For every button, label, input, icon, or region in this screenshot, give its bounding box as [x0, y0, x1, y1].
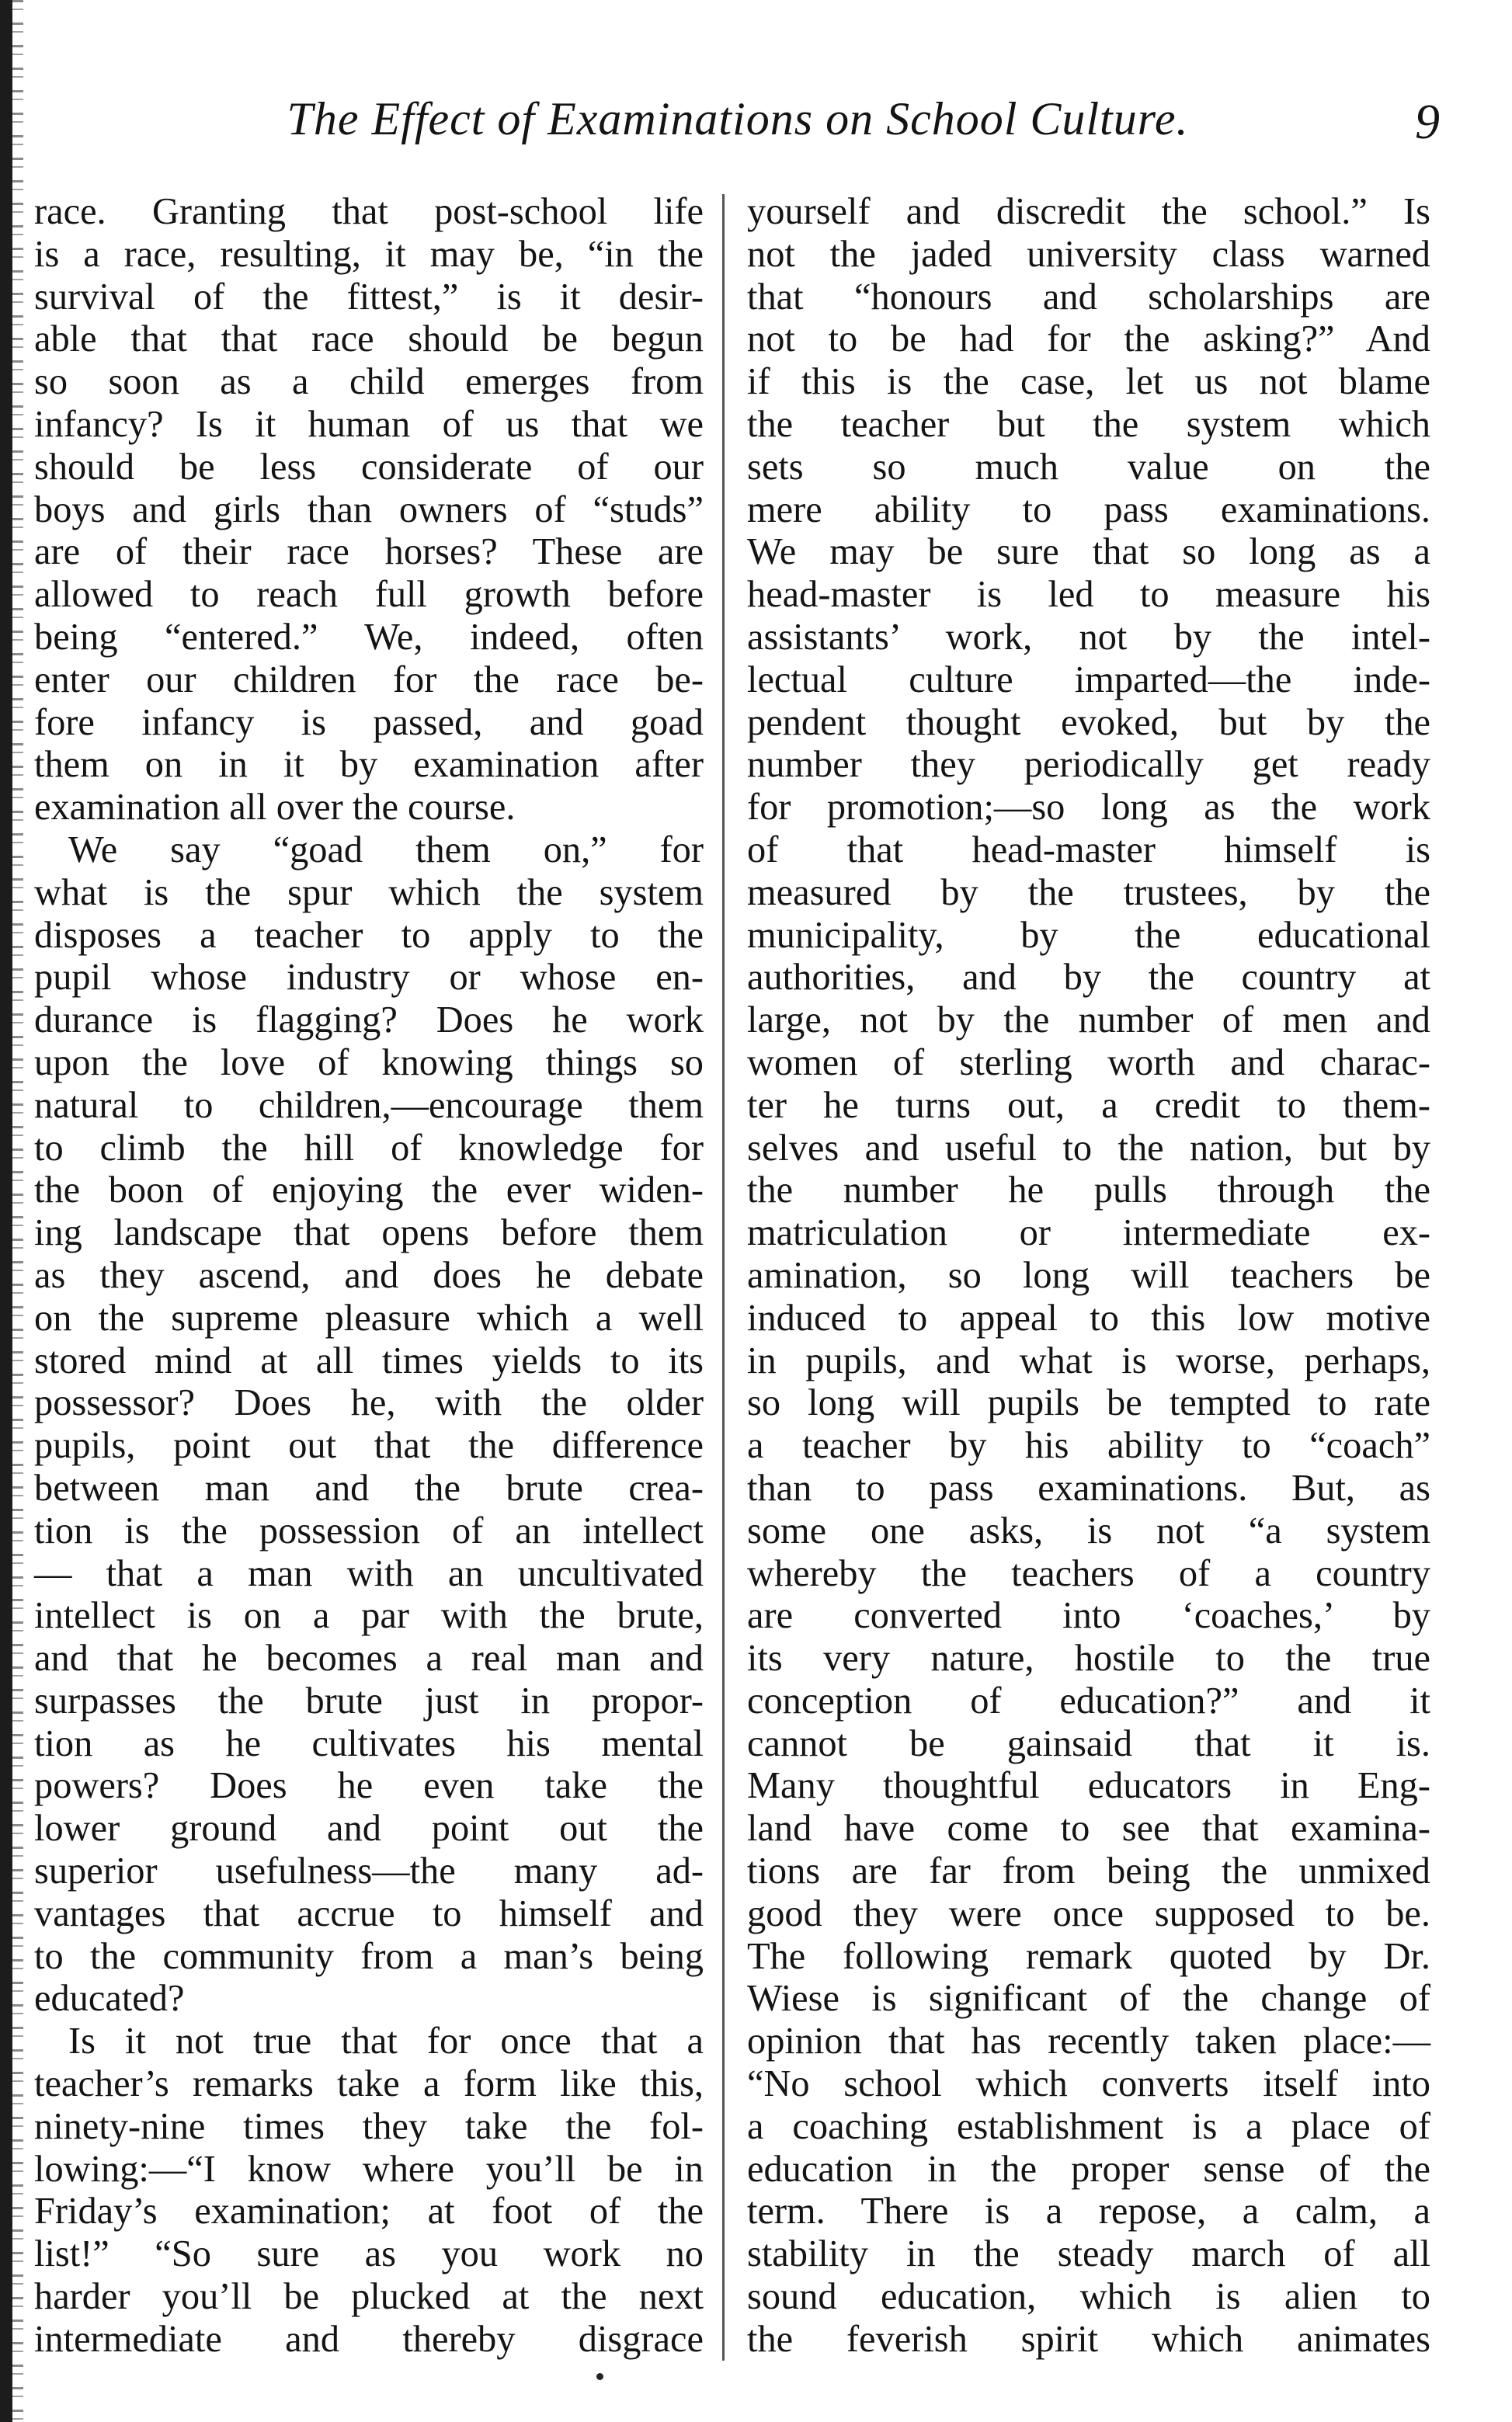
text-line: ter he turns out, a credit to them-: [747, 1084, 1430, 1126]
text-line: race. Granting that post-school life: [34, 191, 704, 232]
text-line: allowed to reach full growth before: [34, 574, 704, 616]
text-line: examination all over the course.: [34, 787, 516, 829]
text-line: tion as he cultivates his mental: [34, 1722, 704, 1764]
text-line: so soon as a child emerges from: [34, 361, 704, 403]
text-line: is a race, resulting, it may be, “in the: [34, 233, 704, 275]
text-line: stability in the steady march of all: [747, 2233, 1430, 2275]
text-line: that “honours and scholarships are: [747, 276, 1430, 318]
text-line: Many thoughtful educators in Eng-: [747, 1765, 1430, 1807]
text-line: number they periodically get ready: [747, 744, 1430, 786]
text-line: fore infancy is passed, and goad: [34, 701, 704, 743]
text-line: sets so much value on the: [747, 446, 1430, 488]
text-line: some one asks, is not “a system: [747, 1510, 1430, 1552]
text-line: boys and girls than owners of “studs”: [34, 488, 704, 530]
text-line: head-master is led to measure his: [747, 574, 1430, 616]
text-line: teacher’s remarks take a form like this,: [34, 2063, 704, 2105]
text-line: survival of the fittest,” is it desir-: [34, 276, 704, 318]
binding-edge: [0, 0, 12, 2422]
text-line: should be less considerate of our: [34, 446, 704, 488]
text-line: pendent thought evoked, but by the: [747, 701, 1430, 743]
text-line: stored mind at all times yields to its: [34, 1340, 704, 1381]
text-line: the number he pulls through the: [747, 1169, 1430, 1211]
text-line: harder you’ll be plucked at the next: [34, 2276, 704, 2318]
text-line: not to be had for the asking?” And: [747, 318, 1430, 360]
text-line: between man and the brute crea-: [34, 1467, 704, 1509]
text-line: powers? Does he even take the: [34, 1765, 704, 1807]
text-line: infancy? Is it human of us that we: [34, 403, 704, 445]
column-divider: [722, 194, 725, 2361]
text-line: educated?: [34, 1978, 185, 2020]
text-line: amination, so long will teachers be: [747, 1254, 1430, 1296]
text-line: opinion that has recently taken place:—: [747, 2021, 1430, 2062]
text-line: matriculation or intermediate ex-: [747, 1212, 1430, 1254]
text-line: selves and useful to the nation, but by: [747, 1127, 1430, 1169]
binding-edge-shadow: [12, 0, 23, 2422]
text-line: good they were once supposed to be.: [747, 1892, 1430, 1934]
text-line: measured by the trustees, by the: [747, 871, 1430, 913]
text-line: assistants’ work, not by the intel-: [747, 616, 1430, 658]
text-line: to the community from a man’s being: [34, 1935, 704, 1977]
printer-mark: [596, 2373, 603, 2380]
text-line: the teacher but the system which: [747, 403, 1430, 445]
text-line: lowing:—“I know where you’ll be in: [34, 2148, 704, 2190]
text-line: superior usefulness—the many ad-: [34, 1850, 704, 1892]
text-line: tions are far from being the unmixed: [747, 1850, 1430, 1892]
text-line: if this is the case, let us not blame: [747, 361, 1430, 403]
text-line: are of their race horses? These are: [34, 531, 704, 573]
text-line: the boon of enjoying the ever widen-: [34, 1169, 704, 1211]
text-line: sound education, which is alien to: [747, 2276, 1430, 2318]
text-line: upon the love of knowing things so: [34, 1041, 704, 1083]
text-line: as they ascend, and does he debate: [34, 1254, 704, 1296]
text-line: yourself and discredit the school.” Is: [747, 191, 1430, 232]
text-line: in pupils, and what is worse, perhaps,: [747, 1340, 1430, 1381]
text-line: the feverish spirit which animates: [747, 2318, 1430, 2360]
right-column: [747, 191, 1430, 2361]
text-line: municipality, by the educational: [747, 914, 1430, 956]
text-line: to climb the hill of knowledge for: [34, 1127, 704, 1169]
text-line: land have come to see that examina-: [747, 1808, 1430, 1850]
text-line: intermediate and thereby disgrace: [34, 2318, 704, 2360]
text-line: disposes a teacher to apply to the: [34, 914, 704, 956]
text-line: intellect is on a par with the brute,: [34, 1595, 704, 1637]
text-line: lower ground and point out the: [34, 1808, 704, 1850]
text-line: authorities, and by the country at: [747, 957, 1430, 999]
text-line: ninety-nine times they take the fol-: [34, 2105, 704, 2147]
text-line: — that a man with an uncultivated: [34, 1552, 704, 1594]
text-line: conception of education?” and it: [747, 1680, 1430, 1722]
text-line: able that that race should be begun: [34, 318, 704, 360]
text-line: induced to appeal to this low motive: [747, 1297, 1430, 1339]
text-line: surpasses the brute just in propor-: [34, 1680, 704, 1722]
text-line: whereby the teachers of a country: [747, 1552, 1430, 1594]
left-column: [34, 191, 704, 2361]
text-line: being “entered.” We, indeed, often: [34, 616, 704, 658]
text-line: Is it not true that for once that a: [68, 2021, 704, 2062]
text-line: education in the proper sense of the: [747, 2148, 1430, 2190]
text-line: than to pass examinations. But, as: [747, 1467, 1430, 1509]
page-number: 9: [1415, 94, 1440, 149]
text-line: so long will pupils be tempted to rate: [747, 1382, 1430, 1424]
text-line: for promotion;—so long as the work: [747, 787, 1430, 829]
text-line: We say “goad them on,” for: [68, 829, 704, 870]
text-line: “No school which converts itself into: [747, 2063, 1430, 2105]
text-line: and that he becomes a real man and: [34, 1638, 704, 1680]
text-line: of that head-master himself is: [747, 829, 1430, 870]
text-line: are converted into ‘coaches,’ by: [747, 1595, 1430, 1637]
text-line: ing landscape that opens before them: [34, 1212, 704, 1254]
text-line: them on in it by examination after: [34, 744, 704, 786]
text-line: on the supreme pleasure which a well: [34, 1297, 704, 1339]
text-line: The following remark quoted by Dr.: [747, 1935, 1430, 1977]
text-line: natural to children,—encourage them: [34, 1084, 704, 1126]
running-head: The Effect of Examinations on School Culture.: [287, 93, 1189, 144]
text-line: cannot be gainsaid that it is.: [747, 1722, 1430, 1764]
text-line: pupil whose industry or whose en-: [34, 957, 704, 999]
text-line: list!” “So sure as you work no: [34, 2233, 704, 2275]
text-line: women of sterling worth and charac-: [747, 1041, 1430, 1083]
text-line: durance is flagging? Does he work: [34, 999, 704, 1041]
text-line: vantages that accrue to himself and: [34, 1892, 704, 1934]
text-line: pupils, point out that the difference: [34, 1425, 704, 1467]
text-line: its very nature, hostile to the true: [747, 1638, 1430, 1680]
text-line: a teacher by his ability to “coach”: [747, 1425, 1430, 1467]
text-line: tion is the possession of an intellect: [34, 1510, 704, 1552]
text-line: Wiese is significant of the change of: [747, 1978, 1430, 2020]
text-line: lectual culture imparted—the inde-: [747, 658, 1430, 700]
text-line: large, not by the number of men and: [747, 999, 1430, 1041]
text-line: mere ability to pass examinations.: [747, 488, 1430, 530]
text-line: term. There is a repose, a calm, a: [747, 2191, 1430, 2233]
text-line: We may be sure that so long as a: [747, 531, 1430, 573]
text-line: enter our children for the race be-: [34, 658, 704, 700]
text-line: Friday’s examination; at foot of the: [34, 2191, 704, 2233]
text-line: possessor? Does he, with the older: [34, 1382, 704, 1424]
text-line: what is the spur which the system: [34, 871, 704, 913]
text-line: not the jaded university class warned: [747, 233, 1430, 275]
text-line: a coaching establishment is a place of: [747, 2105, 1430, 2147]
